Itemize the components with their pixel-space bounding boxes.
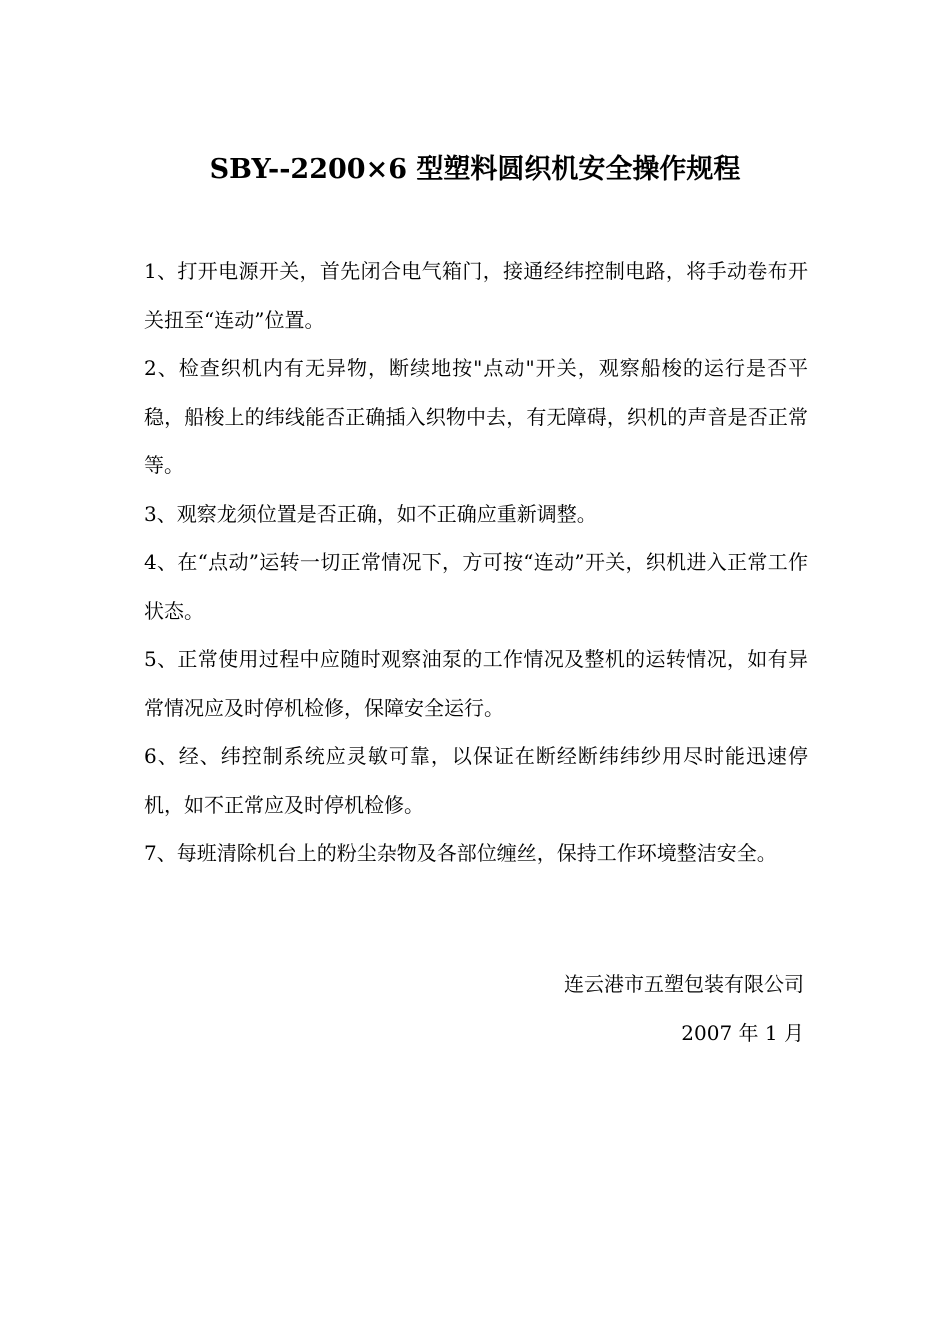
paragraph-7: 7、每班清除机台上的粉尘杂物及各部位缠丝，保持工作环境整洁安全。 — [144, 841, 777, 865]
paragraph-6: 6、经、纬控制系统应灵敏可靠，以保证在断经断纬纬纱用尽时能迅速停机，如不正常应及时停机检修。 — [144, 744, 808, 817]
document-date: 2007 年 1 月 — [681, 1021, 804, 1045]
company-signature: 连云港市五塑包装有限公司 — [564, 972, 804, 996]
paragraph-2: 2、检查织机内有无异物，断续地按"点动"开关，观察船梭的运行是否平稳，船梭上的纬线能否正确插入织物中去，有无障碍，织机的声音是否正常等。 — [144, 356, 808, 477]
document-body — [144, 247, 808, 878]
paragraph-3: 3、观察龙须位置是否正确，如不正确应重新调整。 — [144, 501, 597, 526]
paragraph-1: 1、打开电源开关，首先闭合电气箱门，接通经纬控制电路，将手动卷布开关扭至“连动”位置。 — [144, 259, 808, 332]
document-title: SBY--2200×6 型塑料圆织机安全操作规程 — [209, 154, 741, 185]
paragraph-5: 5、正常使用过程中应随时观察油泵的工作情况及整机的运转情况，如有异常情况应及时停机检修，保障安全运行。 — [144, 647, 808, 720]
paragraph-4: 4、在“点动”运转一切正常情况下，方可按“连动”开关，织机进入正常工作状态。 — [144, 550, 808, 623]
